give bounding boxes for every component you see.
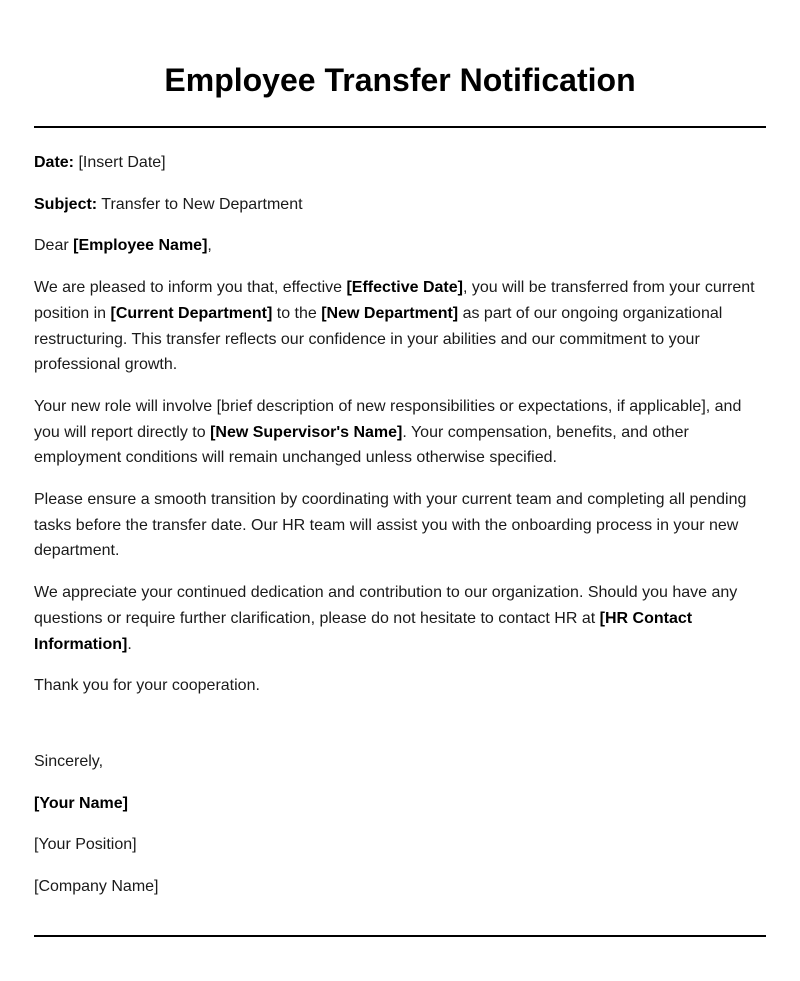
hr-contact-placeholder: [HR Contact Information] [34,609,693,653]
closing-spacer [34,715,769,749]
new-department-placeholder: [New Department] [321,304,459,322]
bottom-divider [34,935,766,937]
subject-value: Transfer to New Department [97,195,303,213]
current-department-placeholder: [Current Department] [110,304,273,322]
top-divider [34,126,766,128]
closing-line: Sincerely, [34,752,104,770]
p4-text-2: . [127,635,132,653]
effective-date-placeholder: [Effective Date] [346,279,463,297]
paragraph-new-role [34,394,769,471]
company-name-line: [Company Name] [34,878,159,896]
paragraph-appreciation [34,580,769,657]
paragraph-transfer-details [34,275,769,378]
thanks-line: Thank you for your cooperation. [34,677,260,695]
employee-name-placeholder: [Employee Name] [73,237,208,255]
date-label: Date: [34,154,75,171]
p4-text-1: We appreciate your continued dedication and contribution to our organization. Should you have any questions or require further clarification, please do not hesitate to contact HR at [34,584,738,627]
p1-text-4: as part of our ongoing organizational restructuring. This transfer reflects our confidence in your abilities and our commitment to your professional growth. [34,304,723,374]
subject-line [34,192,769,218]
sender-position-line: [Your Position] [34,836,137,854]
subject-label: Subject: [34,195,98,213]
p1-text-1: We are pleased to inform you that, effective [34,279,347,297]
paragraph-transition: Please ensure a smooth transition by coordinating with your current team and completing all pending tasks before the transfer date. Our HR team will assist you with the onboarding process in your new department. [34,491,747,560]
p2-text-2: . Your compensation, benefits, and other employment conditions will remain unchanged unless otherwise specified. [34,423,689,467]
new-supervisor-placeholder: [New Supervisor's Name] [210,423,403,441]
date-line [34,150,769,176]
p1-text-3: to the [272,304,322,322]
sender-name-placeholder: [Your Name] [34,794,128,812]
salutation-suffix: , [207,237,212,255]
salutation [34,233,769,259]
letter-body [34,150,769,916]
salutation-prefix: Dear [34,237,74,255]
p2-text-1: Your new role will involve [brief description of new responsibilities or expectations, if applicable], and you will report directly to [34,397,742,441]
p1-text-2: , you will be transferred from your current position in [34,279,755,322]
date-value: [Insert Date] [74,154,166,171]
document-title: Employee Transfer Notification [164,62,636,98]
sender-name-line [34,791,769,817]
